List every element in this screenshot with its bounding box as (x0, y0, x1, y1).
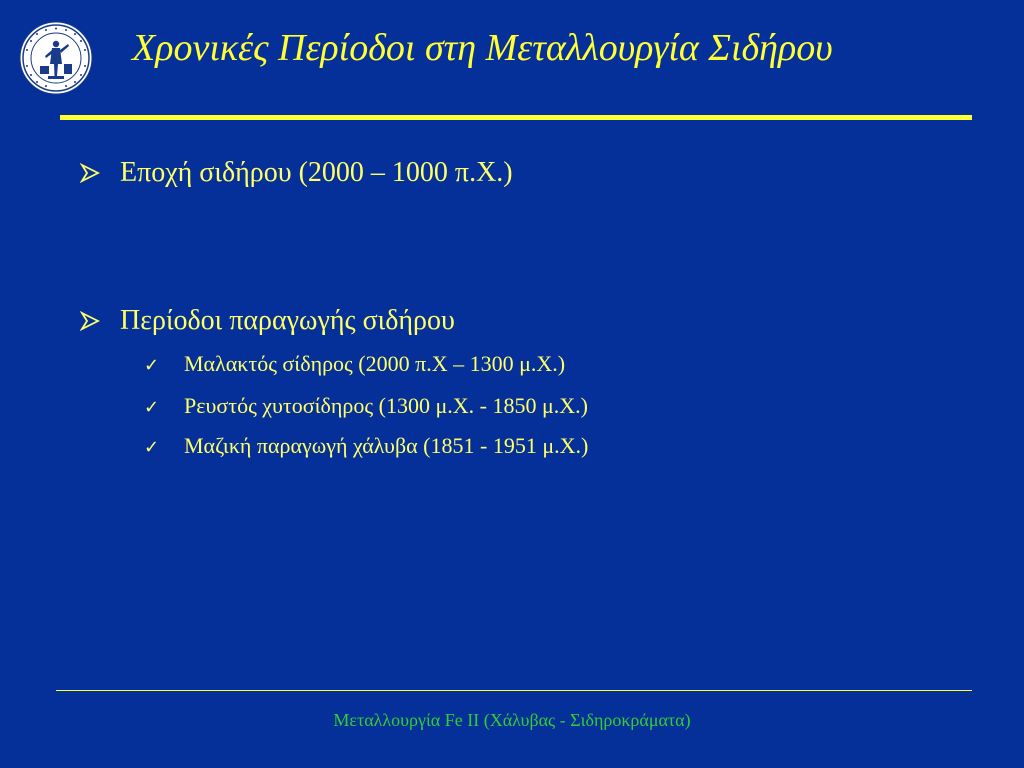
footer-divider (56, 690, 972, 691)
arrow-bullet-icon (80, 156, 120, 190)
arrow-bullet-icon (80, 304, 120, 338)
sub-bullet-item (144, 432, 588, 462)
bullet-item (80, 156, 513, 190)
slide-title: Χρονικές Περίοδοι στη Μεταλλουργία Σιδήρου (132, 27, 833, 69)
university-seal-icon (18, 20, 94, 96)
checkmark-icon: ✓ (144, 437, 160, 458)
bullet-item (80, 304, 455, 338)
sub-bullet-text: Μαζική παραγωγή χάλυβα (1851 - 1951 μ.Χ.) (184, 433, 589, 458)
title-divider (60, 115, 972, 120)
bullet-text: Εποχή σιδήρου (2000 – 1000 π.Χ.) (120, 157, 513, 188)
checkmark-icon: ✓ (144, 355, 160, 376)
sub-bullet-text: Ρευστός χυτοσίδηρος (1300 μ.Χ. - 1850 μ.Χ.) (184, 393, 588, 418)
sub-bullet-item (144, 392, 588, 422)
sub-bullet-text: Μαλακτός σίδηρος (2000 π.Χ – 1300 μ.Χ.) (184, 351, 566, 376)
slide-footer: Μεταλλουργία Fe II (Χάλυβας - Σιδηροκράματα) (333, 710, 691, 730)
sub-bullet-item (144, 350, 565, 380)
bullet-text: Περίοδοι παραγωγής σιδήρου (120, 305, 455, 336)
checkmark-icon: ✓ (144, 397, 160, 418)
